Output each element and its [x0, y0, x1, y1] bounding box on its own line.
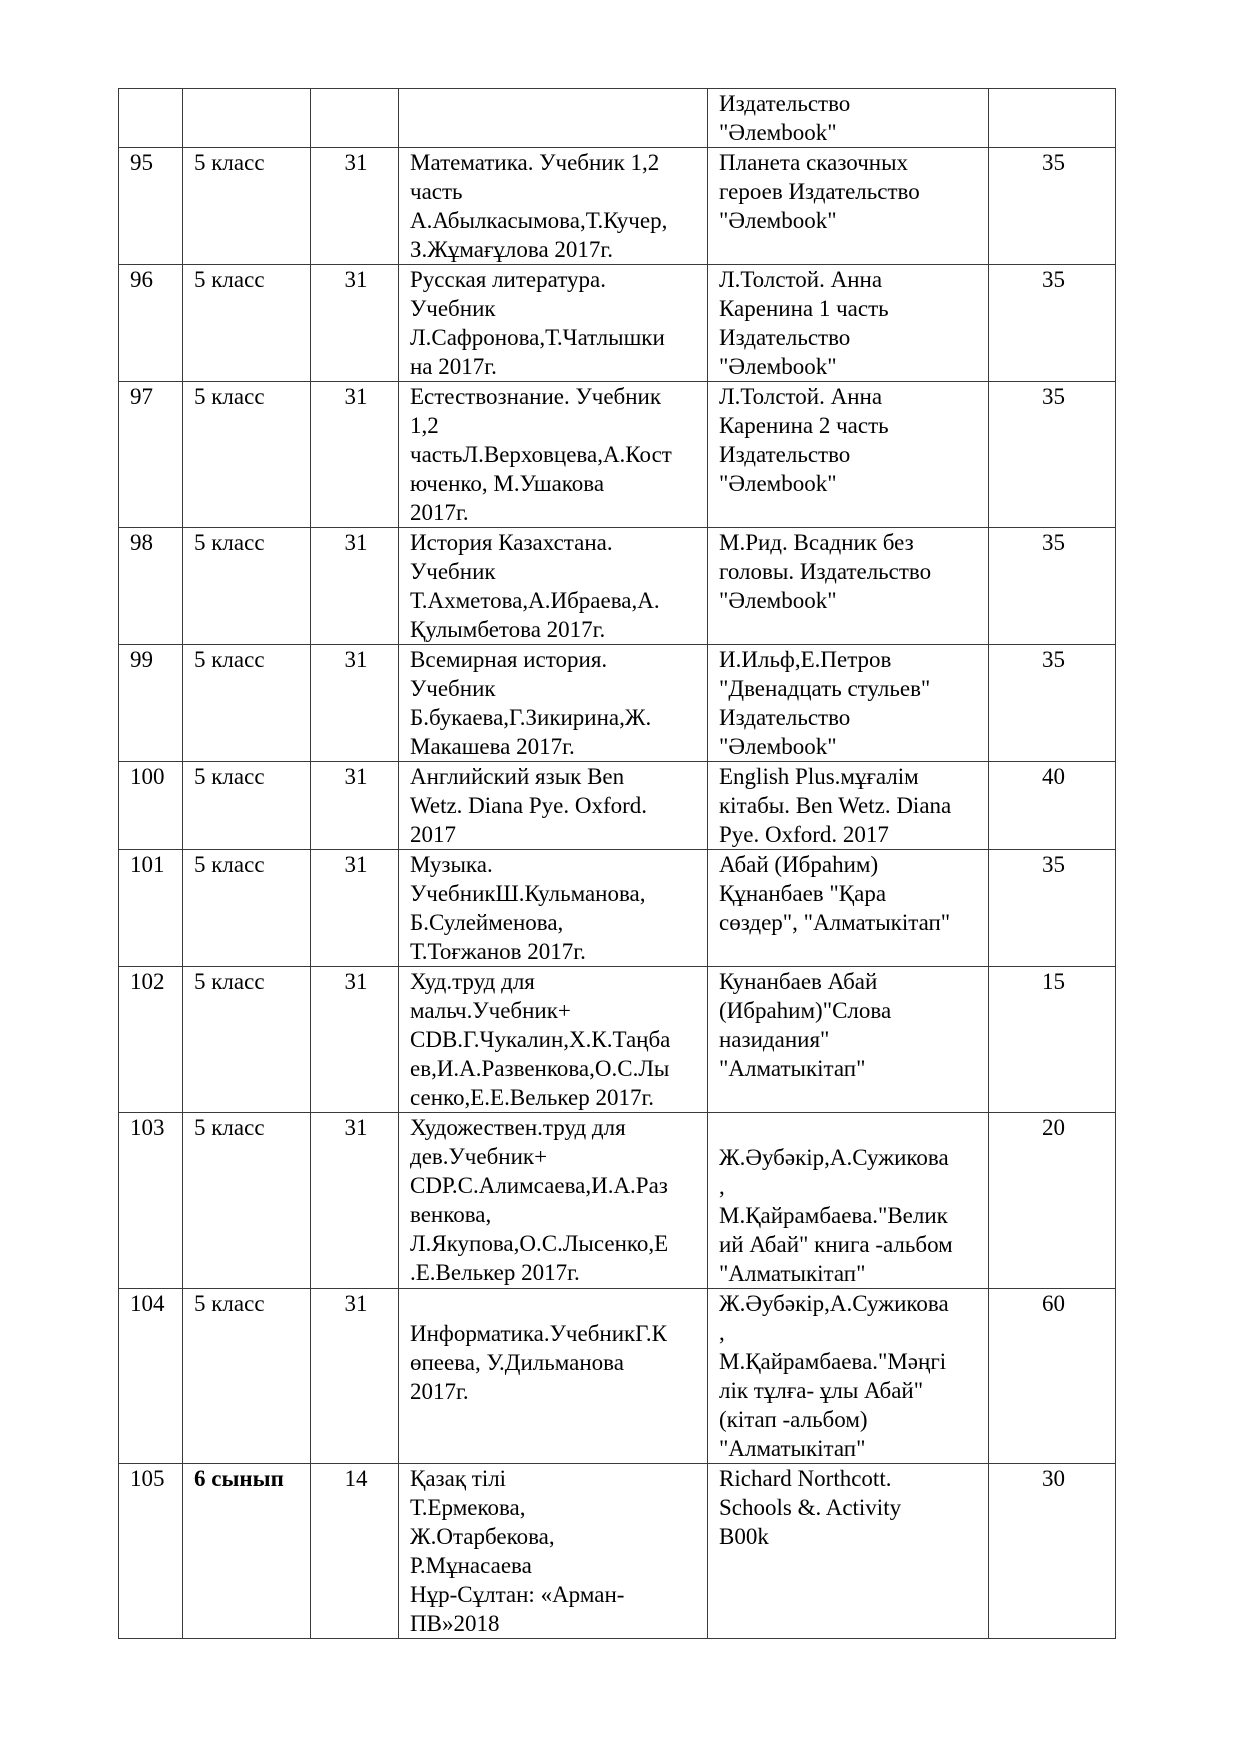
textbook-cell: Русская литература. Учебник Л.Сафронова,Т.Чатлышки на 2017г. [399, 265, 708, 382]
quantity-cell: 31 [311, 645, 399, 762]
copies-cell: 35 [989, 148, 1116, 265]
book-cell: Издательство "Әлемbook" [708, 89, 989, 148]
book-cell: Richard Northcott. Schools &. Activity B00k [708, 1464, 989, 1639]
class-cell: 5 класс [183, 967, 311, 1113]
class-cell: 5 класс [183, 528, 311, 645]
row-number: 102 [119, 967, 183, 1113]
copies-cell: 15 [989, 967, 1116, 1113]
row-number: 104 [119, 1289, 183, 1464]
class-cell: 6 сынып [183, 1464, 311, 1639]
class-cell: 5 класс [183, 1113, 311, 1289]
quantity-cell: 14 [311, 1464, 399, 1639]
class-cell: 5 класс [183, 762, 311, 850]
row-number: 101 [119, 850, 183, 967]
quantity-cell: 31 [311, 1113, 399, 1289]
book-cell: Л.Толстой. Анна Каренина 2 часть Издательство "Әлемbook" [708, 382, 989, 528]
textbook-cell: Естествознание. Учебник 1,2 частьЛ.Верховцева,А.Кост юченко, М.Ушакова 2017г. [399, 382, 708, 528]
textbook-cell: Қазақ тілі Т.Ермекова, Ж.Отарбекова, Р.Мұнасаева Нұр-Сұлтан: «Арман- ПВ»2018 [399, 1464, 708, 1639]
copies-cell: 35 [989, 645, 1116, 762]
textbook-cell: Худ.труд для мальч.Учебник+ CDВ.Г.Чукалин,Х.К.Таңба ев,И.А.Развенкова,О.С.Лы сенко,Е.Е.Велькер 2017г. [399, 967, 708, 1113]
table-row [119, 850, 1116, 967]
row-number: 97 [119, 382, 183, 528]
table-row [119, 1113, 1116, 1289]
textbook-cell [399, 89, 708, 148]
quantity-cell: 31 [311, 762, 399, 850]
class-cell [183, 89, 311, 148]
textbook-cell: Художествен.труд для дев.Учебник+ CDР.С.Алимсаева,И.А.Раз венкова, Л.Якупова,О.С.Лысенко,Е .Е.Велькер 2017г. [399, 1113, 708, 1289]
quantity-cell: 31 [311, 265, 399, 382]
copies-cell: 35 [989, 850, 1116, 967]
copies-cell: 35 [989, 265, 1116, 382]
textbook-cell: Всемирная история. Учебник Б.букаева,Г.Зикирина,Ж. Макашева 2017г. [399, 645, 708, 762]
copies-cell: 30 [989, 1464, 1116, 1639]
row-number: 105 [119, 1464, 183, 1639]
copies-cell [989, 89, 1116, 148]
row-number: 95 [119, 148, 183, 265]
book-cell: М.Рид. Всадник без головы. Издательство "Әлемbook" [708, 528, 989, 645]
textbook-cell: Английский язык Ben Wetz. Diana Pye. Oxford. 2017 [399, 762, 708, 850]
table-row [119, 762, 1116, 850]
book-cell: English Plus.мұғалім кітабы. Ben Wetz. Diana Pye. Oxford. 2017 [708, 762, 989, 850]
class-cell: 5 класс [183, 850, 311, 967]
table-row [119, 967, 1116, 1113]
book-cell: И.Ильф,Е.Петров "Двенадцать стульев" Издательство "Әлемbook" [708, 645, 989, 762]
class-cell: 5 класс [183, 382, 311, 528]
class-cell: 5 класс [183, 1289, 311, 1464]
row-number: 99 [119, 645, 183, 762]
copies-cell: 35 [989, 528, 1116, 645]
textbook-cell: История Казахстана. Учебник Т.Ахметова,А.Ибраева,А. Қулымбетова 2017г. [399, 528, 708, 645]
table-row [119, 1289, 1116, 1464]
table-row [119, 265, 1116, 382]
row-number: 103 [119, 1113, 183, 1289]
table-row [119, 528, 1116, 645]
table-row [119, 1464, 1116, 1639]
quantity-cell: 31 [311, 382, 399, 528]
table-row [119, 382, 1116, 528]
quantity-cell: 31 [311, 850, 399, 967]
book-cell: Абай (Ибраһим) Құнанбаев "Қара сөздер", "Алматыкітап" [708, 850, 989, 967]
quantity-cell: 31 [311, 528, 399, 645]
quantity-cell [311, 89, 399, 148]
quantity-cell: 31 [311, 967, 399, 1113]
book-cell: Л.Толстой. Анна Каренина 1 часть Издательство "Әлемbook" [708, 265, 989, 382]
copies-cell: 35 [989, 382, 1116, 528]
book-cell: Кунанбаев Абай (Ибраһим)"Слова назидания" "Алматыкітап" [708, 967, 989, 1113]
class-cell: 5 класс [183, 265, 311, 382]
table-row [119, 89, 1116, 148]
textbook-cell: Математика. Учебник 1,2 часть А.Абылкасымова,Т.Кучер, З.Жұмағұлова 2017г. [399, 148, 708, 265]
copies-cell: 20 [989, 1113, 1116, 1289]
quantity-cell: 31 [311, 148, 399, 265]
copies-cell: 60 [989, 1289, 1116, 1464]
quantity-cell: 31 [311, 1289, 399, 1464]
row-number: 100 [119, 762, 183, 850]
book-cell: Ж.Әубәкір,А.Сужикова , М.Қайрамбаева."Велик ий Абай" книга -альбом "Алматыкітап" [708, 1113, 989, 1289]
row-number: 96 [119, 265, 183, 382]
textbook-cell: Музыка. УчебникШ.Кульманова, Б.Сулейменова, Т.Тоғжанов 2017г. [399, 850, 708, 967]
row-number [119, 89, 183, 148]
textbook-table [118, 88, 1116, 1639]
book-cell: Ж.Әубәкір,А.Сужикова , М.Қайрамбаева."Мәңгі лік тұлға- ұлы Абай" (кітап -альбом) "Алматыкітап" [708, 1289, 989, 1464]
table-row [119, 148, 1116, 265]
textbook-cell: Информатика.УчебникГ.К өпеева, У.Дильманова 2017г. [399, 1289, 708, 1464]
table-row [119, 645, 1116, 762]
row-number: 98 [119, 528, 183, 645]
book-cell: Планета сказочных героев Издательство "Әлемbook" [708, 148, 989, 265]
class-cell: 5 класс [183, 645, 311, 762]
copies-cell: 40 [989, 762, 1116, 850]
class-cell: 5 класс [183, 148, 311, 265]
